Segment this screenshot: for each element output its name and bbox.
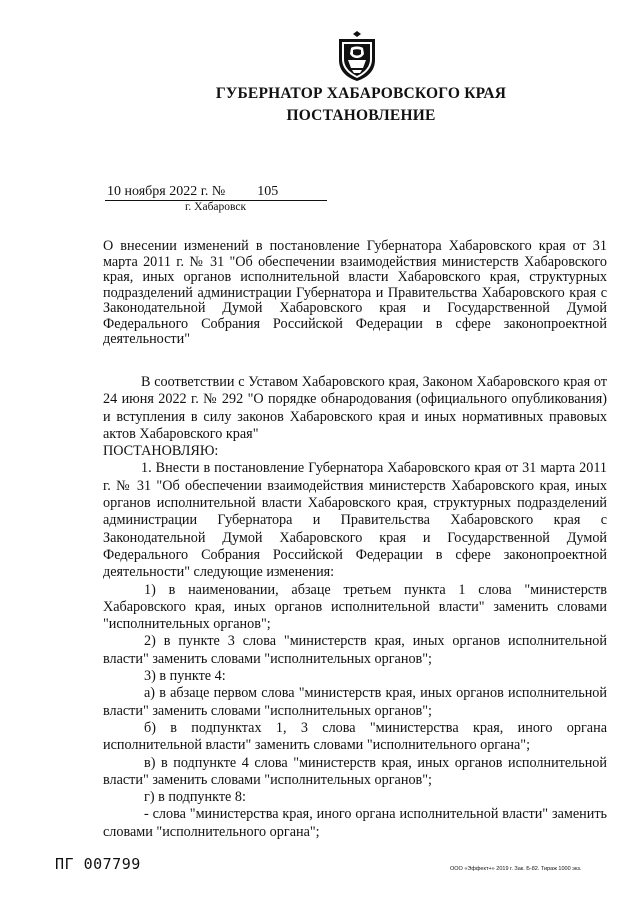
document-number: 105 [227,184,327,201]
subitem-3a-paragraph: а) в абзаце первом слова "министерств края, иных органов исполнительной власти" заменить словами "исполнительных органов"; [103,685,607,719]
document-subject: О внесении изменений в постановление Губернатора Хабаровского края от 31 марта 2011 г. № 31 "Об обеспечении взаимодействия министерств Хабаровского края, иных органов исполнительной власти Хабаровского края, структурных подразделений администрации Губернатора и Правительства Хабаровского края с Законодательной Думой Хабаровского края и Государственной Думой Федерального Собрания Российской Федерации в сфере законопроектной деятельности" [103,238,607,347]
city-name: г. Хабаровск [185,201,247,213]
form-serial-number: ПГ 007799 [55,855,141,873]
subitem-3g-dash-paragraph: - слова "министерства края, иного органа исполнительной власти" заменить словами "исполнительного органа"; [103,806,607,840]
preamble-paragraph: В соответствии с Уставом Хабаровского края, Законом Хабаровского края от 24 июня 2022 г. № 292 "О порядке обнародования (официального опубликования) и вступления в силу законов Хабаровского края и иных нормативных правовых актов Хабаровского края" [103,374,607,442]
subitem-3g-paragraph: г) в подпункте 8: [144,789,246,806]
document-date: 10 ноября 2022 г. № [107,184,226,199]
coat-of-arms-emblem [333,30,381,82]
decree-word: ПОСТАНОВЛЯЮ: [103,443,219,460]
header-title: ГУБЕРНАТОР ХАБАРОВСКОГО КРАЯ [215,85,507,102]
printer-imprint: ООО «Эффект+» 2019 г. Зак. Б-82. Тираж 1000 экз. [450,866,582,872]
subitem-3-paragraph: 3) в пункте 4: [144,668,226,685]
item-1-paragraph: 1. Внести в постановление Губернатора Хабаровского края от 31 марта 2011 г. № 31 "Об обеспечении взаимодействия министерств Хабаровского края, иных органов исполнительной власти Хабаровского края, структурных подразделений администрации Губернатора и Правительства Хабаровского края с Законодательной Думой Хабаровского края и Государственной Думой Федерального Собрания Российской Федерации в сфере законопроектной деятельности" следующие изменения: [103,460,607,581]
document-body [103,374,607,841]
subitem-2-paragraph: 2) в пункте 3 слова "министерств края, иных органов исполнительной власти" заменить словами "исполнительных органов"; [103,633,607,667]
document-type: ПОСТАНОВЛЕНИЕ [286,107,436,124]
subitem-3v-paragraph: в) в подпункте 4 слова "министерств края, иных органов исполнительной власти" заменить словами "исполнительных органов"; [103,754,607,788]
subitem-3b-paragraph: б) в подпунктах 1, 3 слова "министерства края, иного органа исполнительной власти" заменить словами "исполнительного органа"; [103,719,607,754]
subitem-1-paragraph: 1) в наименовании, абзаце третьем пункта 1 слова "министерств Хабаровского края, иных органов исполнительной власти" заменить словами "исполнительных органов"; [103,581,607,633]
date-number-line [105,184,327,201]
